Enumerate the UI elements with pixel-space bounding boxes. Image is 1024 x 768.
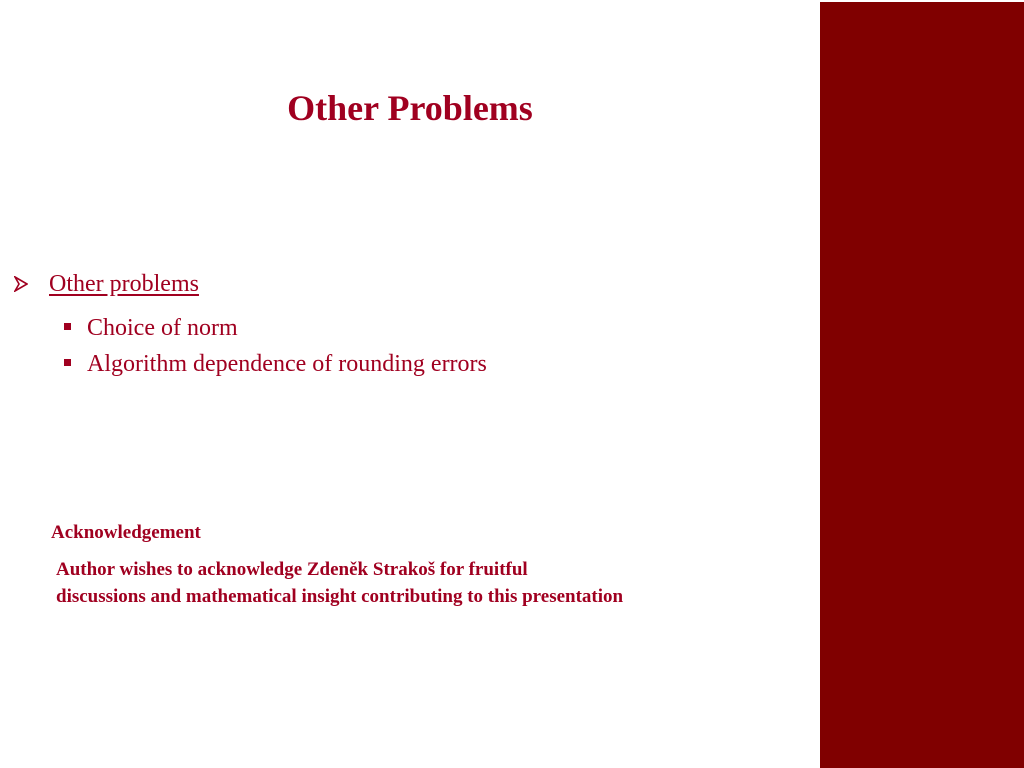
side-bar [820,2,1024,768]
sub-bullet-item [64,312,238,344]
bullet-item-other-problems [14,268,199,300]
acknowledgement-line: Author wishes to acknowledge Zdeněk Strakoš for fruitful [56,559,528,580]
acknowledgement-heading: Acknowledgement [51,522,201,543]
arrow-right-icon [14,269,28,285]
square-bullet-icon [64,323,71,330]
sub-bullet-label: Choice of norm [87,315,238,341]
square-bullet-icon [64,359,71,366]
acknowledgement-line: discussions and mathematical insight contributing to this presentation [56,586,624,607]
sub-bullet-item [64,348,487,380]
bullet-label[interactable]: Other problems [49,271,199,297]
slide-title: Other Problems [287,88,533,128]
acknowledgement-text [56,556,796,610]
sub-bullet-label: Algorithm dependence of rounding errors [87,351,487,377]
